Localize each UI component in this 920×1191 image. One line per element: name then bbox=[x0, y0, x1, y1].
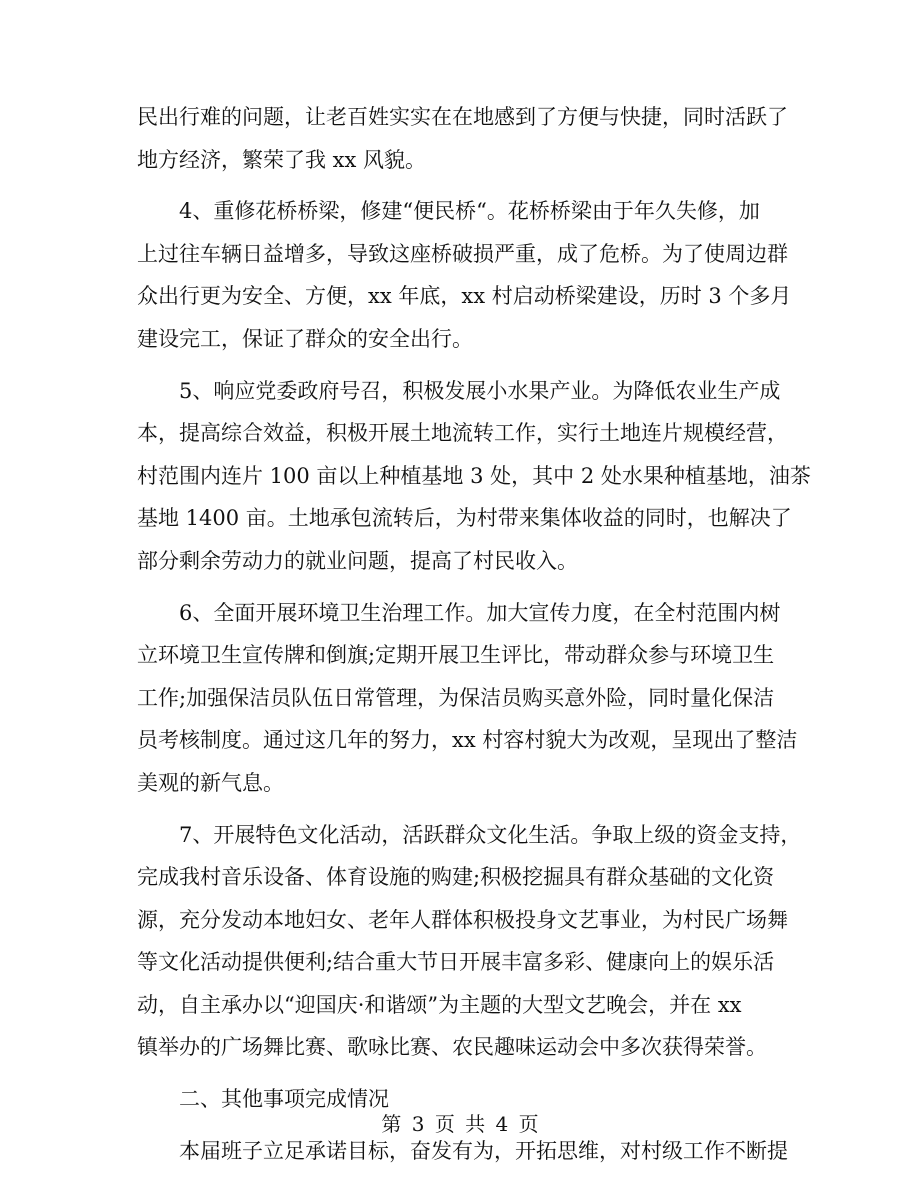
page-footer: 第 3 页 共 4 页 bbox=[381, 1112, 539, 1136]
text-line: 镇举办的广场舞比赛、歌咏比赛、农民趣味运动会中多次获得荣誉。 bbox=[137, 1035, 767, 1060]
text-line: 基地 1400 亩。土地承包流转后，为村带来集体收益的同时，也解决了 bbox=[137, 506, 792, 531]
text-line: 工作;加强保洁员队伍日常管理，为保洁员购买意外险，同时量化保洁 bbox=[137, 685, 775, 710]
text-line: 地方经济，繁荣了我 xx 风貌。 bbox=[137, 147, 427, 172]
body-text bbox=[137, 96, 811, 1172]
text-line: 立环境卫生宣传牌和倒旗;定期开展卫生评比，带动群众参与环境卫生 bbox=[137, 643, 775, 668]
text-line: 本，提高综合效益，积极开展土地流转工作，实行土地连片规模经营， bbox=[137, 421, 788, 446]
text-line: 源，充分发动本地妇女、老年人群体积极投身文艺事业，为村民广场舞 bbox=[137, 907, 788, 932]
text-line: 7、开展特色文化活动，活跃群众文化生活。争取上级的资金支持， bbox=[137, 822, 802, 847]
text-line: 本届班子立足承诺目标，奋发有为，开拓思维，对村级工作不断提 bbox=[137, 1138, 788, 1163]
text-line: 美观的新气息。 bbox=[137, 770, 284, 795]
text-line: 上过往车辆日益增多，导致这座桥破损严重，成了危桥。为了使周边群 bbox=[137, 241, 788, 266]
text-line: 村范围内连片 100 亩以上种植基地 3 处，其中 2 处水果种植基地，油茶 bbox=[137, 463, 811, 488]
text-line: 员考核制度。通过这几年的努力，xx 村容村貌大为改观，呈现出了整洁 bbox=[137, 728, 798, 753]
section-heading: 二、其他事项完成情况 bbox=[137, 1087, 389, 1112]
text-line: 民出行难的问题，让老百姓实实在在地感到了方便与快捷，同时活跃了 bbox=[137, 105, 788, 129]
text-line: 部分剩余劳动力的就业问题，提高了村民收入。 bbox=[137, 548, 578, 573]
text-line: 5、响应党委政府号召，积极发展小水果产业。为降低农业生产成 bbox=[137, 378, 781, 403]
text-line: 完成我村音乐设备、体育设施的购建;积极挖掘具有群众基础的文化资 bbox=[137, 865, 775, 890]
text-line: 6、全面开展环境卫生治理工作。加大宣传力度，在全村范围内树 bbox=[137, 600, 781, 625]
text-line: 动，自主承办以“迎国庆·和谐颂”为主题的大型文艺晚会，并在 xx bbox=[137, 992, 742, 1017]
text-line: 众出行更为安全、方便，xx 年底，xx 村启动桥梁建设，历时 3 个多月 bbox=[137, 284, 792, 309]
text-line: 建设完工，保证了群众的安全出行。 bbox=[137, 326, 473, 351]
text-line: 4、重修花桥桥梁，修建“便民桥“。花桥桥梁由于年久失修，加 bbox=[137, 199, 760, 224]
text-line: 等文化活动提供便利;结合重大节日开展丰富多彩、健康向上的娱乐活 bbox=[137, 950, 775, 975]
